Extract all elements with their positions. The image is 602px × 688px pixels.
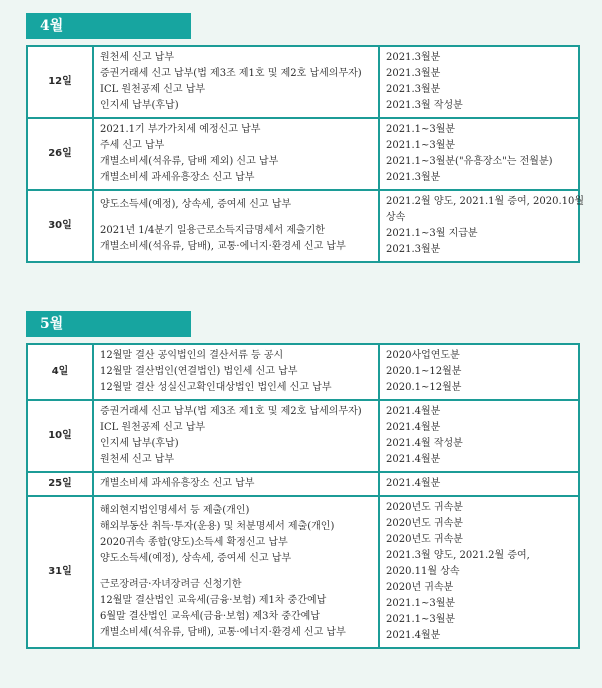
period-notes	[379, 344, 579, 400]
due-date: 31일	[27, 496, 93, 648]
tax-item: 2020귀속 종합(양도)소득세 확정신고 납부	[100, 537, 288, 548]
month-header-april: 4월	[26, 13, 191, 39]
tax-item: 12월말 결산법인 교육세(금융·보험) 제1차 중간예납	[100, 595, 327, 606]
tax-item: 12월말 결산 성실신고확인대상법인 법인세 신고 납부	[100, 382, 332, 393]
tax-item: 인지세 납부(후납)	[100, 438, 179, 449]
schedule-row	[27, 496, 579, 648]
tax-item: 양도소득세(예정), 상속세, 증여세 신고 납부	[100, 553, 292, 564]
period-note: 2020년도 귀속분	[386, 502, 463, 513]
period-note: 2021.3월분	[386, 172, 441, 183]
tax-item: 양도소득세(예정), 상속세, 증여세 신고 납부	[100, 199, 292, 210]
period-note: 2021.4월분	[386, 422, 441, 433]
schedule-row	[27, 46, 579, 118]
period-note: 2020사업연도분	[386, 350, 460, 361]
period-note: 2021.4월분	[386, 454, 441, 465]
tax-item: 증권거래세 신고 납부(법 제3조 제1호 및 제2호 납세의무자)	[100, 406, 362, 417]
period-note: 2021.3월 작성분	[386, 100, 463, 111]
tax-item: 12월말 결산 공익법인의 결산서류 등 공시	[100, 350, 284, 361]
tax-item: 해외부동산 취득·투자(운용) 및 처분명세서 제출(개인)	[100, 521, 335, 532]
tax-item: 개별소비세 과세유흥장소 신고 납부	[100, 172, 255, 183]
tax-item: 6월말 결산법인 교육세(금융·보험) 제3차 중간예납	[100, 611, 320, 622]
tax-item: 2021년 1/4분기 일용근로소득지급명세서 제출기한	[100, 225, 325, 236]
period-note: 2021.1~3월분	[386, 140, 456, 151]
period-note: 2021.4월분	[386, 406, 441, 417]
due-date: 26일	[27, 118, 93, 190]
tax-items	[93, 118, 379, 190]
due-date: 12일	[27, 46, 93, 118]
tax-item: ICL 원천공제 신고 납부	[100, 422, 206, 433]
schedule-row	[27, 190, 579, 262]
tax-item: 개별소비세(석유류, 담배 제외) 신고 납부	[100, 156, 279, 167]
tax-item: 개별소비세(석유류, 담배), 교통·에너지·환경세 신고 납부	[100, 627, 346, 638]
period-note: 상속	[386, 212, 406, 223]
period-note: 2021.4월 작성분	[386, 438, 463, 449]
tax-item: 해외현지법인명세서 등 제출(개인)	[100, 505, 250, 516]
period-note: 2021.1~3월 지급분	[386, 228, 478, 239]
due-date: 30일	[27, 190, 93, 262]
period-notes	[379, 496, 579, 648]
period-notes	[379, 400, 579, 472]
period-note: 2021.1~3월분	[386, 124, 456, 135]
period-note: 2020.1~12월분	[386, 366, 462, 377]
period-note: 2021.1~3월분	[386, 598, 456, 609]
tax-item: 12월말 결산법인(연결법인) 법인세 신고 납부	[100, 366, 298, 377]
period-notes	[379, 190, 585, 262]
due-date: 10일	[27, 400, 93, 472]
tax-item: 근로장려금·자녀장려금 신청기한	[100, 579, 242, 590]
schedule-table-april	[26, 45, 585, 263]
schedule-row	[27, 472, 579, 496]
period-note: 2020.1~12월분	[386, 382, 462, 393]
period-note: 2021.4월분	[386, 630, 441, 641]
period-note: 2020년도 귀속분	[386, 534, 463, 545]
period-note: 2021.3월분	[386, 84, 441, 95]
schedule-table-may	[26, 343, 580, 649]
tax-item: ICL 원천공제 신고 납부	[100, 84, 206, 95]
tax-items	[93, 344, 379, 400]
period-note: 2020년 귀속분	[386, 582, 454, 593]
period-note: 2021.3월분	[386, 244, 441, 255]
due-date: 4일	[27, 344, 93, 400]
period-note: 2021.3월 양도, 2021.2월 증여,	[386, 550, 530, 561]
period-note: 2021.2월 양도, 2021.1월 증여, 2020.10월	[386, 196, 585, 207]
period-notes	[379, 46, 579, 118]
tax-items	[93, 400, 379, 472]
period-notes	[379, 118, 579, 190]
period-note: 2021.4월분	[386, 478, 441, 489]
period-note: 2021.1~3월분("유흥장소"는 전월분)	[386, 156, 553, 167]
tax-item: 증권거래세 신고 납부(법 제3조 제1호 및 제2호 납세의무자)	[100, 68, 362, 79]
period-note: 2021.3월분	[386, 68, 441, 79]
tax-items	[93, 190, 379, 262]
period-note: 2021.1~3월분	[386, 614, 456, 625]
period-notes	[379, 472, 579, 496]
tax-item: 주세 신고 납부	[100, 140, 165, 151]
schedule-row	[27, 344, 579, 400]
period-note: 2020.11월 상속	[386, 566, 460, 577]
tax-item: 인지세 납부(후납)	[100, 100, 179, 111]
due-date: 25일	[27, 472, 93, 496]
month-header-may: 5월	[26, 311, 191, 337]
period-note: 2020년도 귀속분	[386, 518, 463, 529]
tax-items	[93, 472, 379, 496]
tax-item: 개별소비세(석유류, 담배), 교통·에너지·환경세 신고 납부	[100, 241, 346, 252]
tax-item: 원천세 신고 납부	[100, 454, 174, 465]
period-note: 2021.3월분	[386, 52, 441, 63]
schedule-row	[27, 118, 579, 190]
tax-items	[93, 496, 379, 648]
tax-item: 2021.1기 부가가치세 예정신고 납부	[100, 124, 261, 135]
tax-items	[93, 46, 379, 118]
tax-item: 원천세 신고 납부	[100, 52, 174, 63]
schedule-row	[27, 400, 579, 472]
tax-item: 개별소비세 과세유흥장소 신고 납부	[100, 478, 255, 489]
